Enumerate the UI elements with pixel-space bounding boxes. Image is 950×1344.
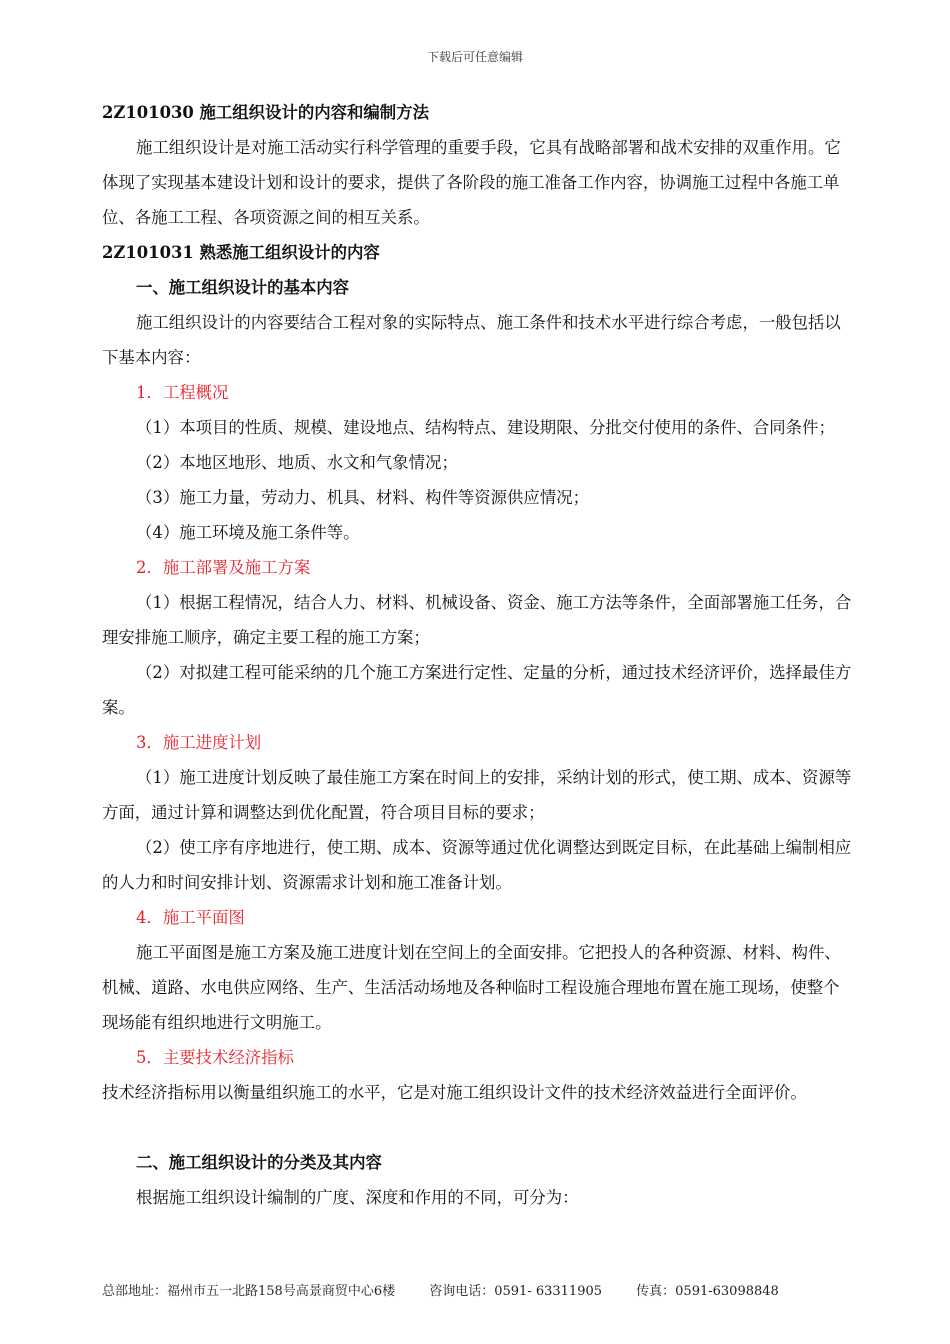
item-heading-tech-economic-indicators: 5．主要技术经济指标 (136, 1048, 294, 1067)
deployment-para-2: （2）对拟建工程可能采纳的几个施工方案进行定性、定量的分析，通过技术经济评价，选择最佳方案。 (102, 663, 852, 717)
site-plan-para: 施工平面图是施工方案及施工进度计划在空间上的全面安排。它把投人的各种资源、材料、构件、机械、道路、水电供应网络、生产、生活活动场地及各种临时工程设施合理地布置在施工现场，使整个现场能有组织地进行文明施工。 (102, 943, 841, 1032)
overview-para-1: （1）本项目的性质、规模、建设地点、结构特点、建设期限、分批交付使用的条件、合同条件； (136, 418, 835, 437)
classification-intro: 根据施工组织设计编制的广度、深度和作用的不同，可分为： (136, 1188, 579, 1207)
paragraph-spacer (102, 1110, 852, 1145)
footer-address: 总部地址：福州市五一北路158号高景商贸中心6楼 (102, 1284, 396, 1299)
item-heading-schedule: 3．施工进度计划 (136, 733, 262, 752)
deployment-para-1: （1）根据工程情况，结合人力、材料、机械设备、资金、施工方法等条件，全面部署施工任务，合理安排施工顺序，确定主要工程的施工方案； (102, 593, 852, 647)
item-heading-deployment-plan: 2．施工部署及施工方案 (136, 558, 311, 577)
footer-phone: 咨询电话：0591- 63311905 (429, 1284, 603, 1299)
overview-para-4: （4）施工环境及施工条件等。 (136, 523, 360, 542)
page-footer (102, 1280, 862, 1299)
footer-fax: 传真：0591-63098848 (636, 1284, 779, 1299)
item-heading-project-overview: 1．工程概况 (136, 383, 229, 402)
page-header: 下载后可任意编辑 (426, 50, 523, 64)
document-body (102, 95, 852, 1215)
overview-para-2: （2）本地区地形、地质、水文和气象情况； (136, 453, 458, 472)
subsection-heading-classification: 二、施工组织设计的分类及其内容 (136, 1153, 382, 1172)
basic-content-intro: 施工组织设计的内容要结合工程对象的实际特点、施工条件和技术水平进行综合考虑，一般包括以下基本内容： (102, 313, 841, 367)
item-heading-site-plan: 4．施工平面图 (136, 908, 245, 927)
overview-para-3: （3）施工力量，劳动力、机具、材料、构件等资源供应情况； (136, 488, 589, 507)
section-title-2z101030: 2Z101030 施工组织设计的内容和编制方法 (102, 103, 429, 122)
indicators-para: 技术经济指标用以衡量组织施工的水平，它是对施工组织设计文件的技术经济效益进行全面评价。 (102, 1083, 807, 1102)
intro-paragraph: 施工组织设计是对施工活动实行科学管理的重要手段，它具有战略部署和战术安排的双重作用。它体现了实现基本建设计划和设计的要求，提供了各阶段的施工准备工作内容，协调施工过程中各施工单位、各施工工程、各项资源之间的相互关系。 (102, 138, 841, 227)
schedule-para-2: （2）使工序有序地进行，使工期、成本、资源等通过优化调整达到既定目标，在此基础上编制相应的人力和时间安排计划、资源需求计划和施工准备计划。 (102, 838, 852, 892)
subsection-heading-basic-content: 一、施工组织设计的基本内容 (136, 278, 350, 297)
section-title-2z101031: 2Z101031 熟悉施工组织设计的内容 (102, 243, 380, 262)
schedule-para-1: （1）施工进度计划反映了最佳施工方案在时间上的安排，采纳计划的形式，使工期、成本、资源等方面，通过计算和调整达到优化配置，符合项目目标的要求； (102, 768, 852, 822)
